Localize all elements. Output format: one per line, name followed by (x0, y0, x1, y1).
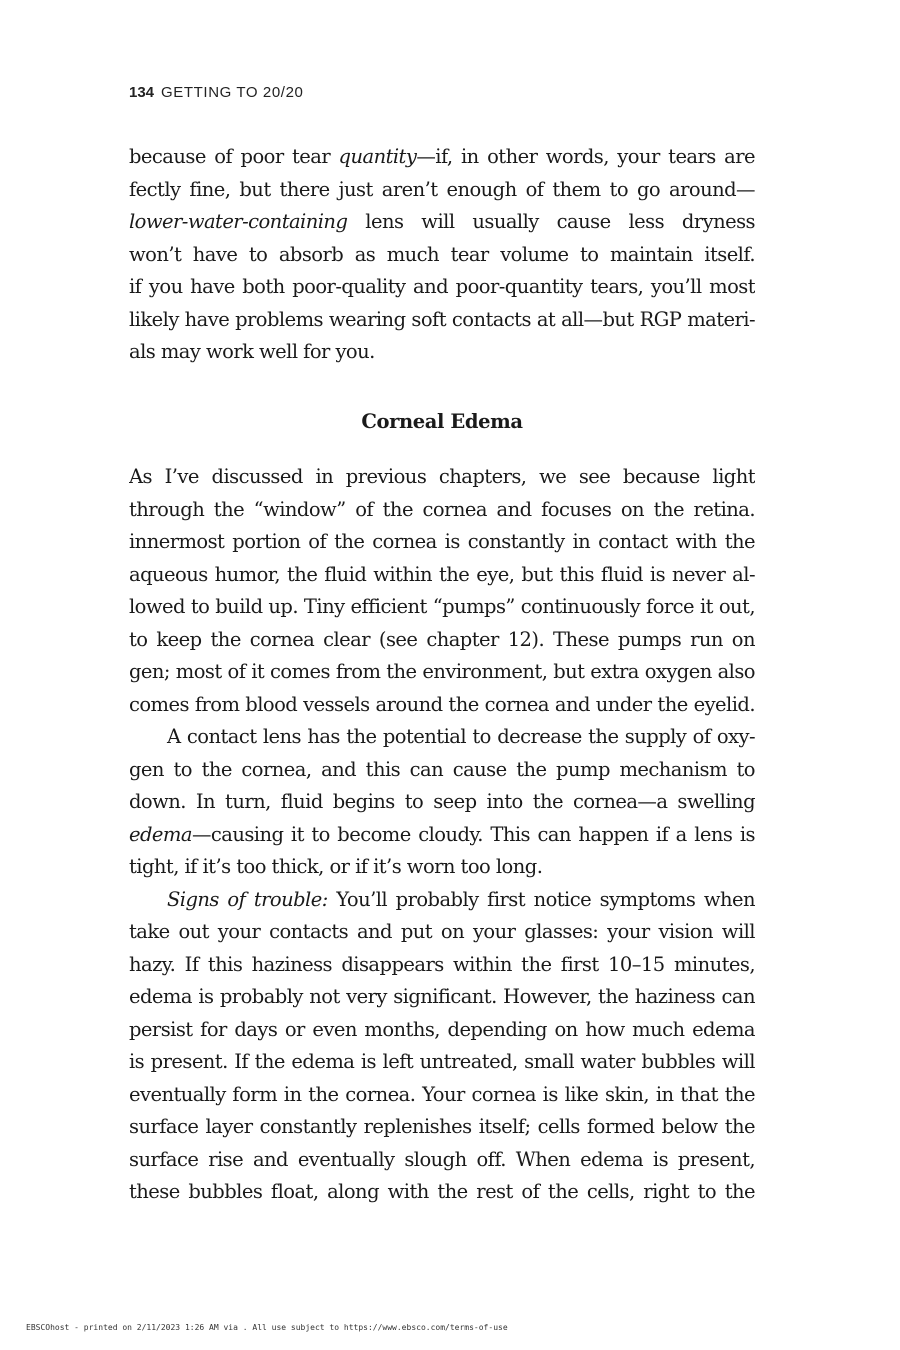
text-line: because of poor tear quantity—if, in other words, your tears are (129, 145, 755, 168)
text-line: tight, if it’s too thick, or if it’s worn too long. (129, 855, 543, 878)
text-line: these bubbles float, along with the rest of the cells, right to the (129, 1180, 755, 1203)
text-line: edema is probably not very significant. However, the haziness can (129, 985, 755, 1008)
text-line: comes from blood vessels around the cornea and under the eyelid. (129, 692, 755, 716)
text-line: down. In turn, fluid begins to seep into the cornea—a swelling (129, 790, 755, 813)
paragraph-contact-lens-oxygen (129, 721, 755, 884)
text-line: take out your contacts and put on your glasses: your vision will (129, 920, 755, 943)
paragraph-tear-quantity (129, 141, 755, 369)
text-line: fectly fine, but there just aren’t enough of them to go around— (129, 177, 755, 201)
paragraph-signs-of-trouble (129, 884, 755, 1209)
text-line: is present. If the edema is left untreated, small water bubbles will (129, 1050, 755, 1073)
paragraph-cornea-intro (129, 461, 755, 721)
text-line: als may work well for you. (129, 340, 375, 363)
text-line: surface rise and eventually slough off. When edema is present, (129, 1147, 755, 1171)
text-line: through the “window” of the cornea and focuses on the retina. (129, 497, 755, 521)
text-line: gen to the cornea, and this can cause the pump mechanism to (129, 757, 755, 781)
running-header (129, 84, 303, 101)
text-line: surface layer constantly replenishes itself; cells formed below the (129, 1115, 755, 1138)
text-line: Signs of trouble: You’ll probably first notice symptoms when (167, 887, 755, 911)
text-line: eventually form in the cornea. Your cornea is like skin, in that the (129, 1082, 755, 1106)
text-line: lower-water-containing lens will usually cause less dryness (129, 210, 755, 233)
text-line: lowed to build up. Tiny efficient “pumps” continuously force it out, (129, 595, 755, 618)
page-number: 134 (129, 84, 155, 101)
print-footer: EBSCOhost - printed on 2/11/2023 1:26 AM via . All use subject to https://www.ebsco.com/terms-of-use (26, 1323, 508, 1332)
text-line: likely have problems wearing soft contacts at all—but RGP materi- (129, 307, 755, 331)
text-line: innermost portion of the cornea is constantly in contact with the (129, 530, 755, 553)
text-line: aqueous humor, the fluid within the eye, but this fluid is never al- (129, 562, 755, 586)
text-line: to keep the cornea clear (see chapter 12). These pumps run on (129, 627, 755, 651)
text-line: hazy. If this haziness disappears within the first 10–15 minutes, (129, 952, 755, 976)
text-line: won’t have to absorb as much tear volume to maintain itself. (129, 242, 755, 266)
text-line: if you have both poor-quality and poor-quantity tears, you’ll most (129, 275, 755, 298)
text-line: persist for days or even months, depending on how much edema (129, 1017, 755, 1041)
text-line: As I’ve discussed in previous chapters, we see because light (129, 465, 755, 488)
text-line: edema—causing it to become cloudy. This can happen if a lens is (129, 822, 755, 846)
section-heading: Corneal Edema (361, 410, 523, 433)
text-line: gen; most of it comes from the environment, but extra oxygen also (129, 660, 755, 683)
running-title: GETTING TO 20/20 (161, 84, 304, 101)
text-line: A contact lens has the potential to decrease the supply of oxy- (167, 725, 755, 748)
